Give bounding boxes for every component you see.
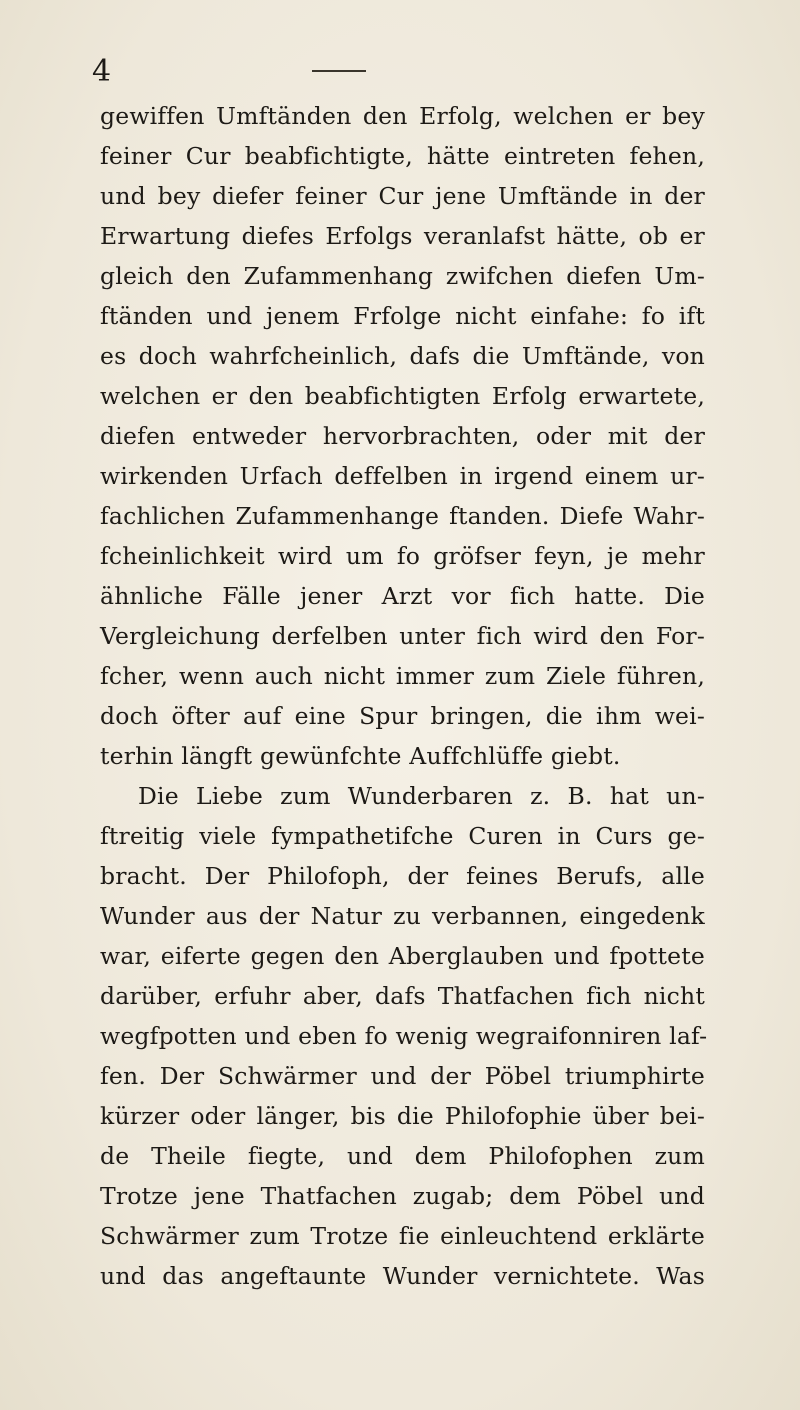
text-line: ähnliche Fälle jener Arzt vor fich hatte. Die [100,582,705,610]
text-line: und bey diefer feiner Cur jene Umftände in der [100,182,705,210]
text-line: ftänden und jenem Frfolge nicht einfahe: fo ift [100,302,705,330]
text-line: Die Liebe zum Wunderbaren z. B. hat un- [138,782,705,810]
text-line: fcheinlichkeit wird um fo gröfser feyn, je mehr [100,542,705,570]
text-line: Vergleichung derfelben unter fich wird den For- [100,622,705,650]
text-line: gewiffen Umftänden den Erfolg, welchen er bey [100,102,705,130]
text-line: fen. Der Schwärmer und der Pöbel triumphirte [100,1062,705,1090]
text-line: doch öfter auf eine Spur bringen, die ihm wei- [100,702,705,730]
text-line: wirkenden Urfach deffelben in irgend einem ur- [100,462,705,490]
text-line: de Theile fiegte, und dem Philofophen zum [100,1142,705,1170]
text-line: fcher, wenn auch nicht immer zum Ziele führen, [100,662,705,690]
text-line: und das angeftaunte Wunder vernichtete. Was [100,1262,705,1290]
text-line: feiner Cur beabfichtigte, hätte eintreten fehen, [100,142,705,170]
text-line: ftreitig viele fympathetifche Curen in Curs ge- [100,822,705,850]
text-line: es doch wahrfcheinlich, dafs die Umftände, von [100,342,705,370]
text-line: Erwartung diefes Erfolgs veranlafst hätte, ob er [100,222,705,250]
text-line: Schwärmer zum Trotze fie einleuchtend erklärte [100,1222,705,1250]
text-line: darüber, erfuhr aber, dafs Thatfachen fich nicht [100,982,705,1010]
text-line: gleich den Zufammenhang zwifchen diefen Um- [100,262,705,290]
text-line: diefen entweder hervorbrachten, oder mit der [100,422,705,450]
text-line: terhin längft gewünfchte Auffchlüffe giebt. [100,742,621,770]
text-line: fachlichen Zufammenhange ftanden. Diefe Wahr- [100,502,705,530]
page-number: 4 [92,54,112,89]
header-rule [312,70,366,72]
text-line: welchen er den beabfichtigten Erfolg erwartete, [100,382,705,410]
text-line: war, eiferte gegen den Aberglauben und fpottete [100,942,705,970]
page-header [92,54,712,94]
text-line: Trotze jene Thatfachen zugab; dem Pöbel und [100,1182,705,1210]
text-line: bracht. Der Philofoph, der feines Berufs, alle [100,862,705,890]
text-line: wegfpotten und eben fo wenig wegraifonniren laf- [100,1022,708,1050]
body-text [100,96,708,1296]
text-line: Wunder aus der Natur zu verbannen, eingedenk [100,902,705,930]
text-line: kürzer oder länger, bis die Philofophie über bei- [100,1102,705,1130]
